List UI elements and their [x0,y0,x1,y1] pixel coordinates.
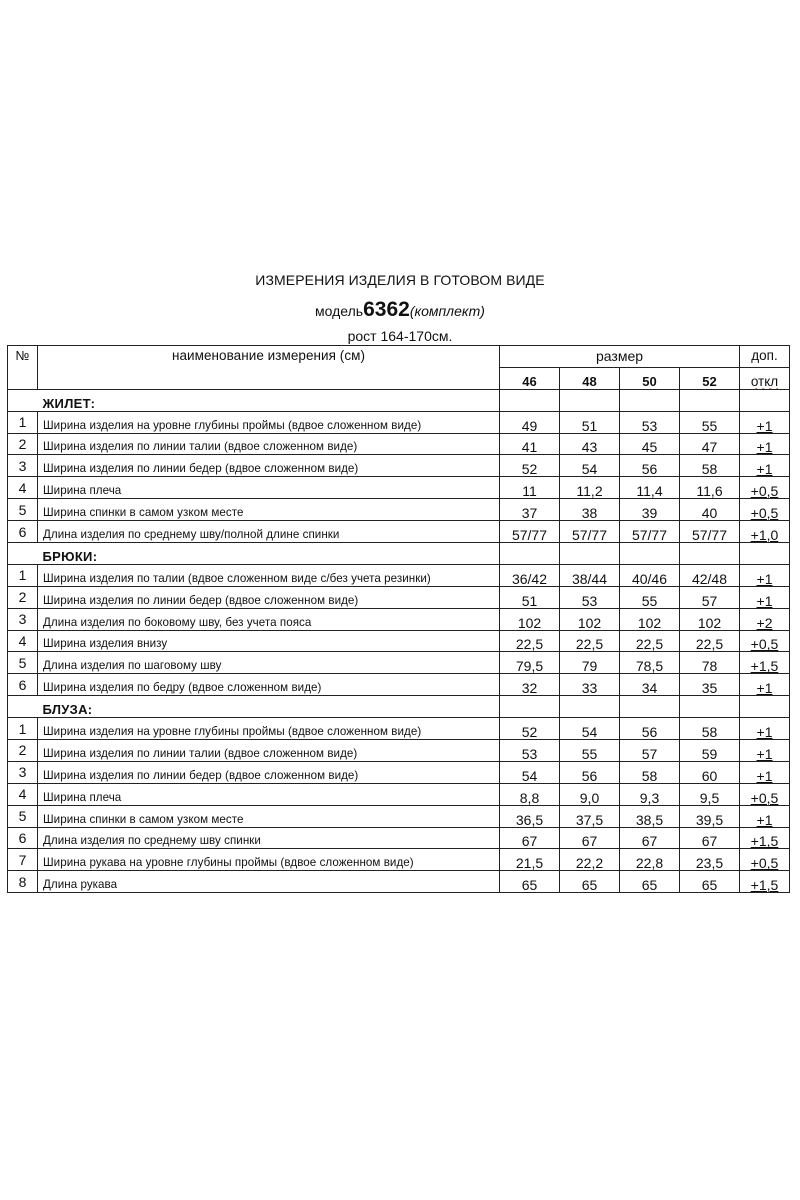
tolerance-cell [740,433,790,455]
measurement-name: Длина изделия по шаговому шву [38,652,500,674]
table-row [8,630,790,652]
row-number: 3 [8,608,38,630]
section-empty-cell [560,696,620,718]
measurement-value: 55 [680,411,740,433]
tolerance-cell [740,586,790,608]
table-row [8,783,790,805]
tolerance-cell [740,805,790,827]
section-empty-cell [740,389,790,411]
table-row [8,674,790,696]
measurement-value: 8,8 [500,783,560,805]
height-range: рост 164-170см. [347,328,453,344]
measurement-value: 58 [620,761,680,783]
section-empty-cell [680,389,740,411]
section-title: ЖИЛЕТ: [38,389,500,411]
table-row [8,455,790,477]
tolerance-value: +1,5 [750,833,779,849]
measurement-value: 102 [500,608,560,630]
measurement-value: 56 [560,761,620,783]
size-header-1: 48 [560,367,620,389]
section-empty-cell [620,696,680,718]
measurement-value: 22,8 [620,849,680,871]
measurement-value: 78,5 [620,652,680,674]
section-empty-cell [500,543,560,565]
measurement-value: 54 [560,455,620,477]
table-row [8,827,790,849]
measurement-value: 56 [620,455,680,477]
tolerance-value: +1 [756,592,773,609]
measurement-value: 22,5 [500,630,560,652]
tolerance-value: +0,5 [750,483,779,499]
measurement-value: 52 [500,718,560,740]
size-header-2: 50 [620,367,680,389]
model-number: 6362 [363,298,410,321]
measurement-value: 78 [680,652,740,674]
table-row [8,761,790,783]
model-prefix: модель [315,303,364,319]
section-empty-cell [740,696,790,718]
measurement-name: Ширина изделия внизу [38,630,500,652]
tolerance-value: +1,5 [750,658,779,674]
row-number: 7 [8,849,38,871]
tolerance-value: +0,5 [750,789,779,806]
table-row [8,718,790,740]
measurement-value: 11,6 [680,477,740,499]
tolerance-value: +2 [756,614,773,631]
table-row [8,433,790,455]
tolerance-cell [740,761,790,783]
tolerance-cell [740,849,790,871]
measurement-name: Ширина изделия по линии бедер (вдвое сложенном виде) [38,761,500,783]
column-header-tolerance-bottom [740,367,790,389]
table-row [8,849,790,871]
measurement-value: 11,4 [620,477,680,499]
model-suffix: (комплект) [409,303,485,319]
measurement-value: 9,0 [560,783,620,805]
row-number: 5 [8,805,38,827]
measurement-value: 102 [560,608,620,630]
tolerance-cell [740,477,790,499]
measurement-value: 54 [560,718,620,740]
measurement-value: 57/77 [560,521,620,543]
column-header-tolerance-top: доп. [740,346,790,368]
measurement-name: Ширина изделия по талии (вдвое сложенном виде с/без учета резинки) [38,564,500,586]
row-number: 6 [8,521,38,543]
size-header-3: 52 [680,367,740,389]
measurement-value: 53 [620,411,680,433]
table-row [8,608,790,630]
tolerance-cell [740,630,790,652]
table-row [8,477,790,499]
measurement-value: 22,2 [560,849,620,871]
measurement-value: 51 [500,586,560,608]
row-number: 1 [8,411,38,433]
measurement-value: 45 [620,433,680,455]
measurement-value: 58 [680,455,740,477]
measurement-name: Длина изделия по боковому шву, без учета пояса [38,608,500,630]
measurement-value: 57 [680,586,740,608]
measurement-value: 39,5 [680,805,740,827]
tolerance-cell [740,827,790,849]
measurement-value: 38/44 [560,564,620,586]
row-number: 5 [8,499,38,521]
measurement-value: 37 [500,499,560,521]
measurement-value: 102 [680,608,740,630]
tolerance-bottom-label: откл [750,373,779,389]
tolerance-cell [740,652,790,674]
measurement-value: 65 [620,871,680,893]
size-header-0: 46 [500,367,560,389]
section-empty-cell [560,543,620,565]
row-number: 2 [8,586,38,608]
table-row [8,871,790,893]
section-empty-cell [620,389,680,411]
measurement-value: 60 [680,761,740,783]
tolerance-cell [740,564,790,586]
measurement-value: 38,5 [620,805,680,827]
measurement-value: 54 [500,761,560,783]
tolerance-cell [740,783,790,805]
row-number: 2 [8,433,38,455]
measurement-name: Ширина изделия по линии талии (вдвое сложенном виде) [38,433,500,455]
measurement-value: 34 [620,674,680,696]
tolerance-value: +1 [756,417,773,434]
measurement-value: 32 [500,674,560,696]
row-number: 3 [8,761,38,783]
tolerance-cell [740,521,790,543]
measurement-value: 55 [620,586,680,608]
section-title: БЛУЗА: [38,696,500,718]
table-row [8,740,790,762]
tolerance-cell [740,455,790,477]
measurement-value: 47 [680,433,740,455]
measurement-value: 59 [680,740,740,762]
document-title: ИЗМЕРЕНИЯ ИЗДЕЛИЯ В ГОТОВОМ ВИДЕ [255,272,545,288]
measurement-value: 42/48 [680,564,740,586]
measurement-value: 9,5 [680,783,740,805]
measurement-value: 57/77 [680,521,740,543]
section-empty-cell [740,543,790,565]
row-number: 6 [8,827,38,849]
section-number-cell [8,389,38,411]
measurement-name: Ширина изделия по бедру (вдвое сложенном виде) [38,674,500,696]
row-number: 4 [8,630,38,652]
measurement-value: 43 [560,433,620,455]
measurement-value: 79,5 [500,652,560,674]
measurement-value: 9,3 [620,783,680,805]
measurement-value: 52 [500,455,560,477]
measurement-value: 11 [500,477,560,499]
row-number: 1 [8,564,38,586]
tolerance-cell [740,608,790,630]
measurement-value: 39 [620,499,680,521]
model-line [0,298,800,322]
section-header-row [8,696,790,718]
measurement-value: 65 [680,871,740,893]
section-header-row [8,389,790,411]
tolerance-value: +1 [756,461,773,477]
row-number: 4 [8,477,38,499]
measurement-value: 23,5 [680,849,740,871]
measurement-value: 22,5 [680,630,740,652]
measurement-value: 33 [560,674,620,696]
measurement-value: 21,5 [500,849,560,871]
measurement-value: 11,2 [560,477,620,499]
column-header-name: наименование измерения (см) [38,346,500,390]
table-row [8,586,790,608]
measurement-value: 49 [500,411,560,433]
tolerance-cell [740,411,790,433]
measurement-name: Ширина спинки в самом узком месте [38,499,500,521]
table-row [8,411,790,433]
measurement-value: 56 [620,718,680,740]
measurement-value: 65 [500,871,560,893]
row-number: 4 [8,783,38,805]
measurement-value: 67 [680,827,740,849]
tolerance-value: +1 [756,767,773,784]
measurement-value: 57/77 [620,521,680,543]
measurement-value: 37,5 [560,805,620,827]
measurement-value: 41 [500,433,560,455]
tolerance-cell [740,674,790,696]
section-empty-cell [500,389,560,411]
table-row [8,564,790,586]
tolerance-value: +1 [756,439,773,455]
section-empty-cell [680,543,740,565]
measurement-value: 53 [500,740,560,762]
tolerance-value: +0,5 [750,636,779,652]
tolerance-value: +0,5 [750,505,779,521]
measurement-value: 79 [560,652,620,674]
measurement-value: 35 [680,674,740,696]
tolerance-value: +1,0 [750,527,779,543]
measurement-name: Ширина изделия на уровне глубины проймы (вдвое сложенном виде) [38,718,500,740]
row-number: 1 [8,718,38,740]
measurement-value: 67 [560,827,620,849]
measurement-name: Длина изделия по среднему шву/полной длине спинки [38,521,500,543]
table-row [8,652,790,674]
measurement-name: Длина изделия по среднему шву спинки [38,827,500,849]
tolerance-value: +1 [756,570,773,587]
section-title: БРЮКИ: [38,543,500,565]
measurement-value: 51 [560,411,620,433]
tolerance-cell [740,499,790,521]
measurement-name: Ширина изделия по линии бедер (вдвое сложенном виде) [38,586,500,608]
tolerance-cell [740,871,790,893]
measurement-value: 22,5 [560,630,620,652]
measurement-value: 22,5 [620,630,680,652]
measurement-value: 53 [560,586,620,608]
tolerance-value: +1 [756,811,773,828]
section-empty-cell [560,389,620,411]
measurement-value: 36,5 [500,805,560,827]
tolerance-cell [740,740,790,762]
measurement-value: 38 [560,499,620,521]
measurement-name: Длина рукава [38,871,500,893]
section-number-cell [8,696,38,718]
measurement-name: Ширина спинки в самом узком месте [38,805,500,827]
tolerance-value: +1 [756,680,773,696]
measurement-value: 40/46 [620,564,680,586]
measurement-name: Ширина плеча [38,477,500,499]
tolerance-cell [740,718,790,740]
measurement-value: 57/77 [500,521,560,543]
measurement-name: Ширина изделия по линии бедер (вдвое сложенном виде) [38,455,500,477]
tolerance-value: +0,5 [750,855,779,871]
tolerance-value: +1,5 [750,877,779,893]
section-empty-cell [680,696,740,718]
measurements-table [7,345,790,893]
measurement-value: 58 [680,718,740,740]
measurement-name: Ширина рукава на уровне глубины проймы (вдвое сложенном виде) [38,849,500,871]
measurement-value: 67 [620,827,680,849]
measurement-value: 40 [680,499,740,521]
column-header-size: размер [500,346,740,368]
measurement-value: 102 [620,608,680,630]
row-number: 8 [8,871,38,893]
column-header-number: № [8,346,38,390]
section-number-cell [8,543,38,565]
tolerance-value: +1 [756,745,773,762]
measurement-value: 65 [560,871,620,893]
section-empty-cell [500,696,560,718]
table-row [8,805,790,827]
section-empty-cell [620,543,680,565]
measurement-name: Ширина изделия по линии талии (вдвое сложенном виде) [38,740,500,762]
measurement-value: 57 [620,740,680,762]
row-number: 6 [8,674,38,696]
measurement-name: Ширина плеча [38,783,500,805]
measurement-value: 36/42 [500,564,560,586]
tolerance-value: +1 [756,724,773,740]
measurement-name: Ширина изделия на уровне глубины проймы (вдвое сложенном виде) [38,411,500,433]
section-header-row [8,543,790,565]
row-number: 2 [8,740,38,762]
table-row [8,521,790,543]
measurement-value: 55 [560,740,620,762]
row-number: 5 [8,652,38,674]
measurement-value: 67 [500,827,560,849]
table-row [8,499,790,521]
row-number: 3 [8,455,38,477]
